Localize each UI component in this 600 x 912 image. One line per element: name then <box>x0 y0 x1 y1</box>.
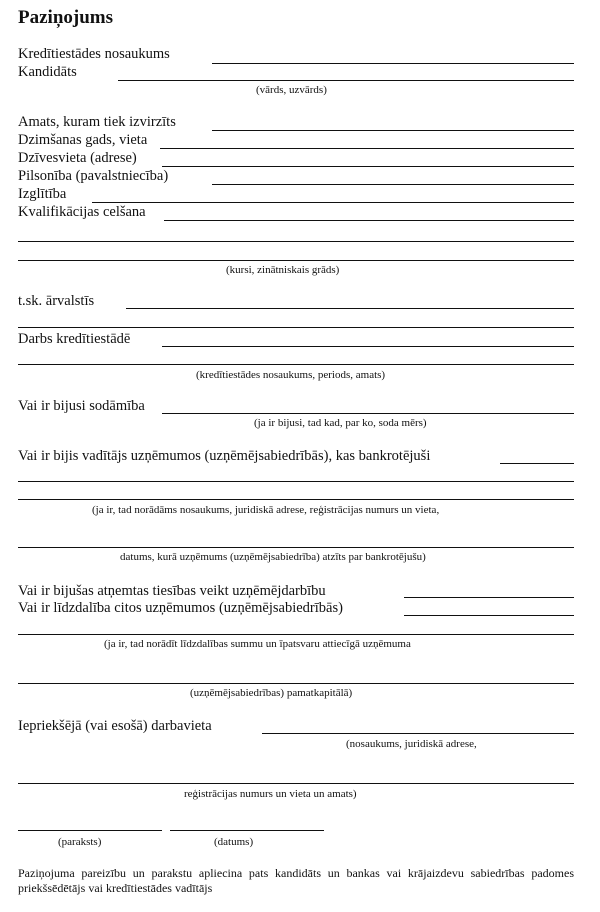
label-institution: Kredītiestādes nosaukums <box>18 46 170 62</box>
hint-participation-1: (ja ir, tad norādīt līdzdalības summu un īpatsvaru attiecīgā uzņēmuma <box>104 638 411 650</box>
field-prev-work-line[interactable] <box>262 733 574 734</box>
label-candidate: Kandidāts <box>18 64 77 80</box>
field-participation-line[interactable] <box>404 615 574 616</box>
field-work-line-2[interactable] <box>18 364 574 365</box>
hint-candidate: (vārds, uzvārds) <box>256 84 327 96</box>
date-line[interactable] <box>170 830 324 831</box>
label-birth: Dzimšanas gads, vieta <box>18 132 148 148</box>
field-institution-line[interactable] <box>212 63 574 64</box>
label-residence: Dzīvesvieta (adrese) <box>18 150 137 166</box>
field-position-line[interactable] <box>212 130 574 131</box>
hint-prev-work-2: reģistrācijas numurs un vieta un amats) <box>184 788 357 800</box>
field-bankrupt-line-3[interactable] <box>18 499 574 500</box>
label-qualification: Kvalifikācijas celšana <box>18 204 146 220</box>
label-revoked: Vai ir bijušas atņemtas tiesības veikt uzņēmējdarbību <box>18 583 326 599</box>
label-participation: Vai ir līdzdalība citos uzņēmumos (uzņēmējsabiedrībās) <box>18 600 343 616</box>
field-participation-line-2[interactable] <box>18 634 574 635</box>
hint-bankrupt-2: datums, kurā uzņēmums (uzņēmējsabiedrība) atzīts par bankrotējušu) <box>120 551 426 563</box>
field-bankrupt-line-4[interactable] <box>18 547 574 548</box>
hint-conviction: (ja ir bijusi, tad kad, par ko, soda mērs) <box>254 417 427 429</box>
field-bankrupt-answer-line[interactable] <box>500 463 574 464</box>
signature-line[interactable] <box>18 830 162 831</box>
hint-date: (datums) <box>214 836 254 848</box>
label-position: Amats, kuram tiek izvirzīts <box>18 114 176 130</box>
field-prev-work-line-2[interactable] <box>18 783 574 784</box>
field-work-line[interactable] <box>162 346 574 347</box>
field-qualification-line-3[interactable] <box>18 260 574 261</box>
label-citizenship: Pilsonība (pavalstniecība) <box>18 168 169 184</box>
label-abroad: t.sk. ārvalstīs <box>18 293 95 309</box>
footer-note: Paziņojuma pareizību un parakstu apliecina pats kandidāts un bankas vai krājaizdevu sabiedrības padomes priekšsēdētājs vai kredītiestādes vadītājs <box>18 866 574 895</box>
field-citizenship-line[interactable] <box>212 184 574 185</box>
field-abroad-line[interactable] <box>126 308 574 309</box>
hint-work: (kredītiestādes nosaukums, periods, amats) <box>196 369 386 381</box>
hint-participation-2: (uzņēmējsabiedrības) pamatkapitālā) <box>190 687 353 699</box>
field-revoked-line[interactable] <box>404 597 574 598</box>
field-education-line[interactable] <box>92 202 574 203</box>
field-candidate-line[interactable] <box>118 80 574 81</box>
label-conviction: Vai ir bijusi sodāmība <box>18 398 145 414</box>
label-prev-work: Iepriekšējā (vai esošā) darbavieta <box>18 718 212 734</box>
field-qualification-line[interactable] <box>164 220 574 221</box>
field-qualification-line-2[interactable] <box>18 241 574 242</box>
field-abroad-line-2[interactable] <box>18 327 574 328</box>
field-residence-line[interactable] <box>162 166 574 167</box>
hint-prev-work-1: (nosaukums, juridiskā adrese, <box>346 738 477 750</box>
label-work: Darbs kredītiestādē <box>18 331 131 347</box>
field-birth-line[interactable] <box>160 148 574 149</box>
field-participation-line-3[interactable] <box>18 683 574 684</box>
page-title: Paziņojums <box>18 7 113 28</box>
label-education: Izglītība <box>18 186 67 202</box>
label-bankrupt: Vai ir bijis vadītājs uzņēmumos (uzņēmējsabiedrībās), kas bankrotējuši <box>18 448 431 464</box>
field-conviction-line[interactable] <box>162 413 574 414</box>
hint-signature: (paraksts) <box>58 836 102 848</box>
field-bankrupt-line-2[interactable] <box>18 481 574 482</box>
hint-qualification: (kursi, zinātniskais grāds) <box>226 264 340 276</box>
hint-bankrupt-1: (ja ir, tad norādāms nosaukums, juridiskā adrese, reģistrācijas numurs un vieta, <box>92 504 440 516</box>
